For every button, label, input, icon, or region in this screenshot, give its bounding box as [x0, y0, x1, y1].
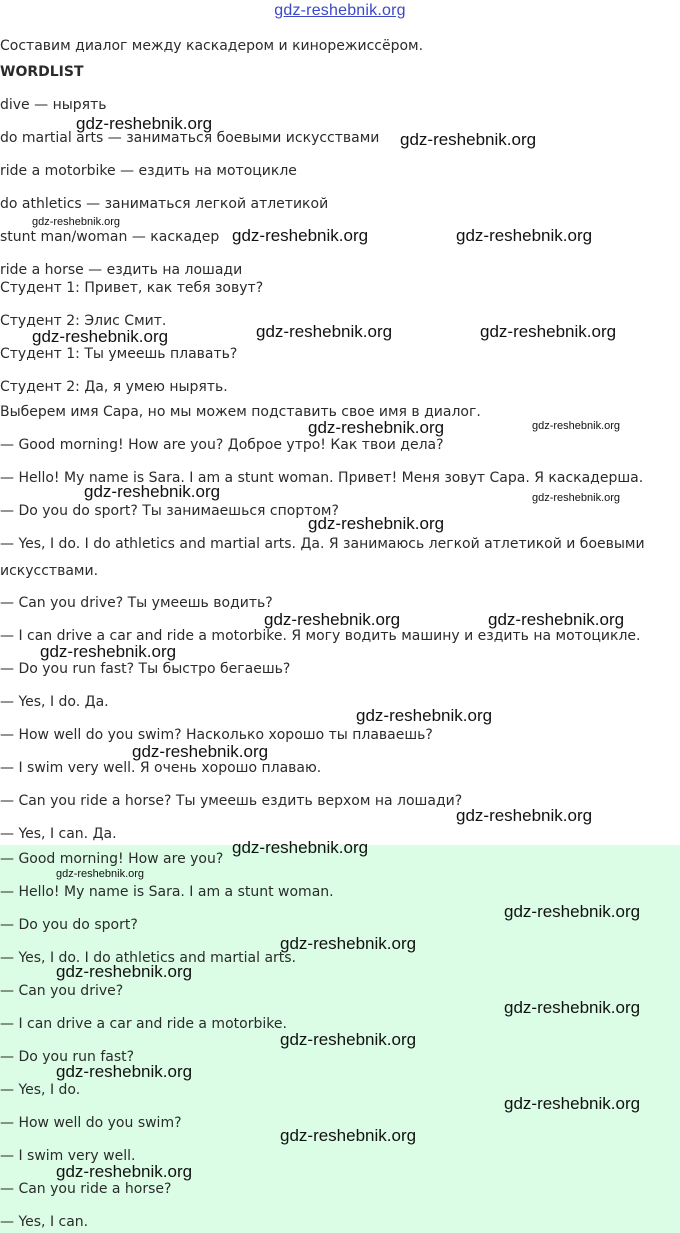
dialog-en-line: — Do you run fast? — [0, 1049, 135, 1065]
dialog-en-line: — Do you do sport? — [0, 917, 138, 933]
watermark: gdz-reshebnik.org — [56, 962, 193, 981]
watermark: gdz-reshebnik.org — [232, 226, 369, 245]
wordlist-item: stunt man/woman — каскадер — [0, 229, 220, 245]
watermark: gdz-reshebnik.org — [280, 1030, 417, 1049]
wordlist-item: ride a horse — ездить на лошади — [0, 262, 243, 278]
watermark: gdz-reshebnik.org — [488, 610, 625, 629]
dialog-en-line: — Can you ride a horse? — [0, 1181, 172, 1197]
wordlist-item: do athletics — заниматься легкой атлетикой — [0, 196, 329, 212]
site-header-link[interactable]: gdz-reshebnik.org — [274, 2, 406, 19]
watermark: gdz-reshebnik.org — [504, 998, 641, 1017]
watermark: gdz-reshebnik.org — [32, 216, 121, 228]
dialog-en-line: — How well do you swim? — [0, 1115, 182, 1131]
dialog-ru-line: — Yes, I do. I do athletics and martial arts. Да. Я занимаюсь легкой атлетикой и боевыми — [0, 536, 645, 552]
watermark: gdz-reshebnik.org — [504, 1094, 641, 1113]
watermark: gdz-reshebnik.org — [32, 327, 169, 346]
watermark: gdz-reshebnik.org — [84, 482, 221, 501]
dialog-en-line: — Hello! My name is Sara. I am a stunt woman. — [0, 884, 334, 900]
choose-name-text: Выберем имя Сара, но мы можем подставить свое имя в диалог. — [0, 404, 481, 420]
wordlist-title: WORDLIST — [0, 64, 84, 80]
watermark: gdz-reshebnik.org — [132, 742, 269, 761]
watermark: gdz-reshebnik.org — [308, 514, 445, 533]
dialog-ru-line: — Do you run fast? Ты быстро бегаешь? — [0, 661, 291, 677]
watermark: gdz-reshebnik.org — [40, 642, 177, 661]
example-line: Студент 2: Да, я умею нырять. — [0, 379, 228, 395]
dialog-en-line: — I can drive a car and ride a motorbike. — [0, 1016, 287, 1032]
wordlist-item: do martial arts — заниматься боевыми искусствами — [0, 130, 380, 146]
dialog-en-line: — Yes, I do. I do athletics and martial arts. — [0, 950, 297, 966]
dialog-ru-line: — How well do you swim? Насколько хорошо ты плаваешь? — [0, 727, 433, 743]
dialog-en-line: — Yes, I do. — [0, 1082, 81, 1098]
watermark: gdz-reshebnik.org — [76, 114, 213, 133]
watermark: gdz-reshebnik.org — [256, 322, 393, 341]
example-line: Студент 1: Привет, как тебя зовут? — [0, 280, 264, 296]
watermark: gdz-reshebnik.org — [456, 806, 593, 825]
wordlist-item: ride a motorbike — ездить на мотоцикле — [0, 163, 297, 179]
example-line: Студент 1: Ты умеешь плавать? — [0, 346, 238, 362]
watermark: gdz-reshebnik.org — [480, 322, 617, 341]
dialog-ru-line: — Can you drive? Ты умеешь водить? — [0, 595, 273, 611]
dialog-ru-line: — Good morning! How are you? Доброе утро! Как твои дела? — [0, 437, 444, 453]
watermark: gdz-reshebnik.org — [356, 706, 493, 725]
dialog-ru-line: — I can drive a car and ride a motorbike. Я могу водить машину и ездить на мотоцикле. — [0, 628, 641, 644]
watermark: gdz-reshebnik.org — [532, 492, 621, 504]
watermark: gdz-reshebnik.org — [264, 610, 401, 629]
dialog-ru-line: — Hello! My name is Sara. I am a stunt woman. Привет! Меня зовут Сара. Я каскадерша. — [0, 470, 644, 486]
watermark: gdz-reshebnik.org — [56, 1162, 193, 1181]
watermark: gdz-reshebnik.org — [504, 902, 641, 921]
dialog-ru-line: искусствами. — [0, 563, 99, 579]
dialog-ru-line: — Can you ride a horse? Ты умеешь ездить верхом на лошади? — [0, 793, 463, 809]
intro-text: Составим диалог между каскадером и кинорежиссёром. — [0, 38, 424, 54]
dialog-ru-line: — Yes, I can. Да. — [0, 826, 117, 842]
dialog-en-line: — Yes, I can. — [0, 1214, 89, 1230]
dialog-en-line: — Good morning! How are you? — [0, 851, 224, 867]
dialog-ru-line: — Do you do sport? Ты занимаешься спортом? — [0, 503, 339, 519]
watermark: gdz-reshebnik.org — [280, 934, 417, 953]
watermark: gdz-reshebnik.org — [456, 226, 593, 245]
watermark: gdz-reshebnik.org — [280, 1126, 417, 1145]
dialog-en-line: — Can you drive? — [0, 983, 124, 999]
dialog-ru-line: — I swim very well. Я очень хорошо плаваю. — [0, 760, 322, 776]
watermark: gdz-reshebnik.org — [56, 868, 145, 880]
watermark: gdz-reshebnik.org — [400, 130, 537, 149]
example-line: Студент 2: Элис Смит. — [0, 313, 167, 329]
watermark: gdz-reshebnik.org — [56, 1062, 193, 1081]
dialog-en-line: — I swim very well. — [0, 1148, 136, 1164]
watermark: gdz-reshebnik.org — [308, 418, 445, 437]
wordlist-item: dive — нырять — [0, 97, 107, 113]
dialog-ru-line: — Yes, I do. Да. — [0, 694, 109, 710]
watermark: gdz-reshebnik.org — [232, 838, 369, 857]
watermark: gdz-reshebnik.org — [532, 420, 621, 432]
